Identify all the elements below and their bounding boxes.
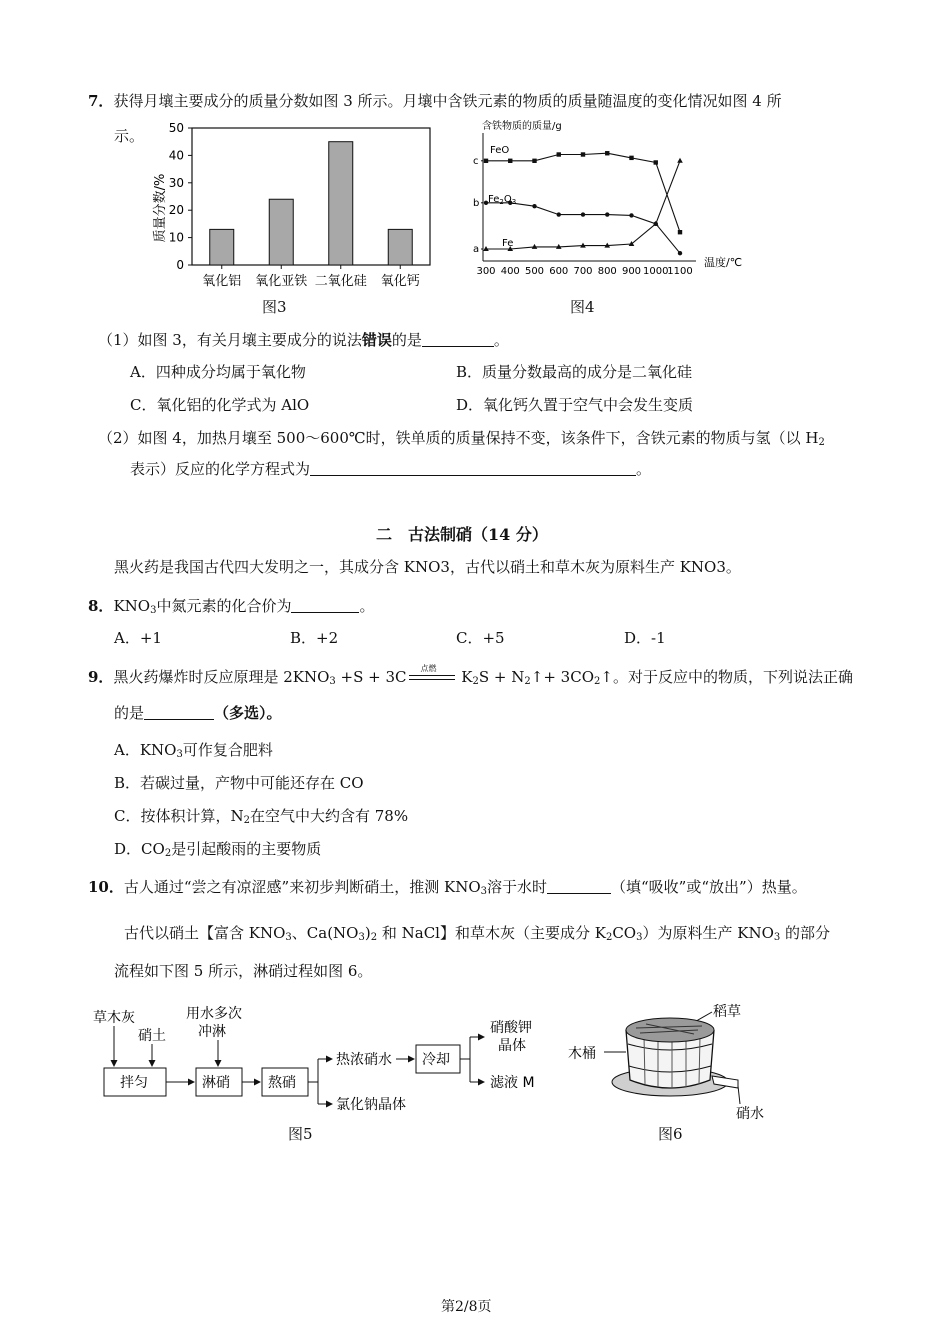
- flow-input-ash: 草木灰: [93, 1010, 135, 1026]
- fig6-label-straw: 稻草: [713, 1004, 741, 1020]
- option-d: D．氧化钙久置于空气中会发生变质: [456, 396, 694, 414]
- fig3-category-label: 二氧化硅: [314, 274, 367, 289]
- question-8-stem: 8．$KNO_3$中氮元素的化合价为 。: [88, 597, 375, 616]
- option-b: B．质量分数最高的成分是二氧化硅: [456, 363, 693, 381]
- fig4-point: [678, 251, 682, 255]
- q9-option-b: B．若碳过量，产物中可能还存在 CO: [114, 774, 364, 792]
- fig4-x-axis-label: 温度/℃: [704, 256, 743, 269]
- q8-option-b: B．+2: [290, 629, 339, 647]
- figure-4-caption: 图4: [570, 298, 595, 316]
- question-10-paragraph: 古代以硝土【富含 $KNO_3$、$Ca(NO_3)_2$ 和 NaCl】和草木灰（主要成分 $K_2CO_3$）为原料生产 $KNO_3$ 的部分: [124, 924, 831, 943]
- fig3-y-tick-label: 0: [176, 258, 184, 272]
- figure-5-flowchart: [90, 1004, 560, 1124]
- fig3-y-tick-label: 50: [168, 121, 184, 135]
- fig4-point: [677, 158, 683, 163]
- q8-option-a: A．+1: [114, 629, 162, 647]
- fig4-point: [678, 230, 682, 234]
- fig4-point: [629, 213, 633, 217]
- emphasis-word: 错误: [361, 331, 392, 349]
- answer-blank[interactable]: [291, 598, 359, 613]
- fig4-x-tick-label: 600: [549, 266, 569, 277]
- fig6-water-stream: [738, 1086, 740, 1104]
- flow-box-boil-label: 熬硝: [268, 1075, 296, 1091]
- fig4-point: [581, 152, 585, 156]
- fig3-y-tick-label: 30: [168, 175, 184, 190]
- question-10-stem: 10．古人通过“尝之有凉涩感”来初步判断硝土，推测 $KNO_3$溶于水时 （填“吸收”或“放出”）热量。: [88, 878, 807, 897]
- fig4-label-fe: Fe: [502, 238, 514, 249]
- fig4-label-feo: FeO: [490, 145, 510, 156]
- flow-input-water-l1: 用水多次: [186, 1006, 242, 1022]
- figure-6-caption: 图6: [658, 1125, 683, 1143]
- fig4-x-tick-label: 1000: [643, 266, 669, 277]
- q8-option-d: D．-1: [624, 629, 666, 647]
- q9-option-d: D．$CO_2$是引起酸雨的主要物质: [114, 840, 322, 859]
- flow-output-hot-solution: 热浓硝水: [336, 1052, 392, 1068]
- fig4-x-tick-label: 1100: [667, 266, 693, 277]
- flow-box-leach-label: 淋硝: [202, 1075, 230, 1091]
- question-9-line2: 的是 （多选）。: [114, 704, 282, 722]
- question-9-stem: 9．黑火药爆炸时反应原理是 $2KNO_3 +S + 3C$ 点燃 $K_2S$ + $N_2↑+$ $3CO_2↑$。对于反应中的物质，下列说法正确: [88, 664, 853, 687]
- fig3-y-tick-label: 10: [168, 230, 184, 245]
- reaction-condition-arrow: 点燃: [409, 671, 455, 685]
- flow-box-cool-label: 冷却: [422, 1052, 450, 1068]
- flow-box-mix-label: 拌匀: [120, 1075, 148, 1091]
- question-number: 7．: [88, 92, 114, 110]
- fig3-category-label: 氧化亚铁: [255, 274, 308, 289]
- fig4-x-tick-label: 400: [500, 266, 520, 277]
- fig3-y-tick-label: 20: [168, 203, 184, 218]
- q8-option-c: C．+5: [456, 629, 505, 647]
- figure-4-line-chart: [468, 113, 753, 278]
- figure-5-caption: 图5: [288, 1125, 313, 1143]
- fig4-series-line: [486, 153, 680, 232]
- question-7-line1: [88, 91, 782, 111]
- section-intro: 黑火药是我国古代四大发明之一，其成分含 KNO3，古代以硝土和草木灰为原料生产 KNO3。: [114, 558, 741, 576]
- fig6-straw-top: [626, 1018, 714, 1042]
- fig6-label-water: 硝水: [736, 1106, 764, 1122]
- question-7-line2: 示。: [114, 127, 145, 145]
- fig4-x-tick-label: 800: [597, 266, 617, 277]
- answer-blank[interactable]: [422, 332, 494, 347]
- fig3-y-axis-label: 质量分数/%: [153, 173, 168, 243]
- fig4-point: [605, 212, 609, 216]
- fig4-y-axis-label: 含铁物质的质量/g: [482, 121, 562, 132]
- figure-3-caption: 图3: [262, 298, 287, 316]
- fig4-point: [508, 159, 512, 163]
- fig4-x-tick-label: 300: [476, 266, 496, 277]
- question-7-1-stem: （1）如图 3，有关月壤主要成分的说法错误的是 。: [98, 331, 509, 349]
- fig4-point: [557, 152, 561, 156]
- question-10-paragraph-line2: 流程如下图 5 所示，淋硝过程如图 6。: [114, 962, 373, 980]
- option-a: A．四种成分均属于氧化物: [130, 363, 306, 381]
- fig4-point: [629, 156, 633, 160]
- flow-output-kno3-l2: 晶体: [498, 1038, 526, 1054]
- fig3-bar: [388, 229, 412, 265]
- fig4-level-label: b: [473, 197, 480, 209]
- fig3-bar: [269, 199, 293, 265]
- question-7-2-line1: （2）如图 4，加热月壤至 500～600℃时，铁单质的质量保持不变，该条件下，含铁元素的物质与氢（以 $H_2$: [98, 429, 825, 448]
- fig6-label-bucket: 木桶: [568, 1046, 596, 1062]
- fig3-category-label: 氧化钙: [380, 274, 420, 289]
- answer-blank[interactable]: [547, 879, 611, 894]
- fig4-point: [654, 160, 658, 164]
- answer-blank[interactable]: [144, 705, 214, 720]
- fig4-point: [605, 151, 609, 155]
- fig3-category-label: 氧化铝: [202, 274, 242, 289]
- fig3-y-tick-label: 40: [168, 148, 184, 163]
- fig4-level-label: c: [473, 155, 479, 167]
- flow-output-kno3-l1: 硝酸钾: [490, 1020, 532, 1036]
- fig4-point: [532, 204, 536, 208]
- fig4-x-tick-label: 500: [524, 266, 545, 277]
- page-number: 第2/8页: [441, 1299, 492, 1315]
- answer-blank[interactable]: [310, 461, 636, 476]
- fig4-x-tick-label: 700: [573, 266, 593, 277]
- question-text: 获得月壤主要成分的质量分数如图 3 所示。月壤中含铁元素的物质的质量随温度的变化情况如图 4 所: [113, 92, 782, 110]
- flow-input-water-l2: 冲淋: [198, 1024, 226, 1040]
- section-title: 二 古法制硝（14 分）: [376, 525, 548, 544]
- fig4-point: [532, 159, 536, 163]
- fig3-bar: [210, 229, 234, 265]
- figure-3-bar-chart: [148, 118, 438, 290]
- question-7-2-line2: 表示）反应的化学方程式为 。: [130, 460, 652, 478]
- fig4-label-fe2o3: $Fe_2O_3$: [488, 194, 517, 206]
- figure-6-bucket-illustration: [566, 1000, 796, 1125]
- fig4-point: [557, 212, 561, 216]
- flow-output-filtrate: 滤液 M: [490, 1075, 535, 1091]
- flow-output-nacl: 氯化钠晶体: [336, 1097, 406, 1113]
- option-c: C．氧化铝的化学式为 AlO: [130, 396, 310, 414]
- fig4-level-label: a: [473, 244, 480, 255]
- fig4-point: [581, 212, 585, 216]
- flow-input-soil: 硝土: [138, 1028, 166, 1044]
- q9-option-c: C．按体积计算，$N_2$在空气中大约含有 78%: [114, 807, 409, 826]
- q9-option-a: A．$KNO_3$可作复合肥料: [114, 741, 273, 760]
- fig4-point: [484, 159, 488, 163]
- fig4-x-tick-label: 900: [621, 266, 642, 277]
- fig3-bar: [329, 142, 353, 265]
